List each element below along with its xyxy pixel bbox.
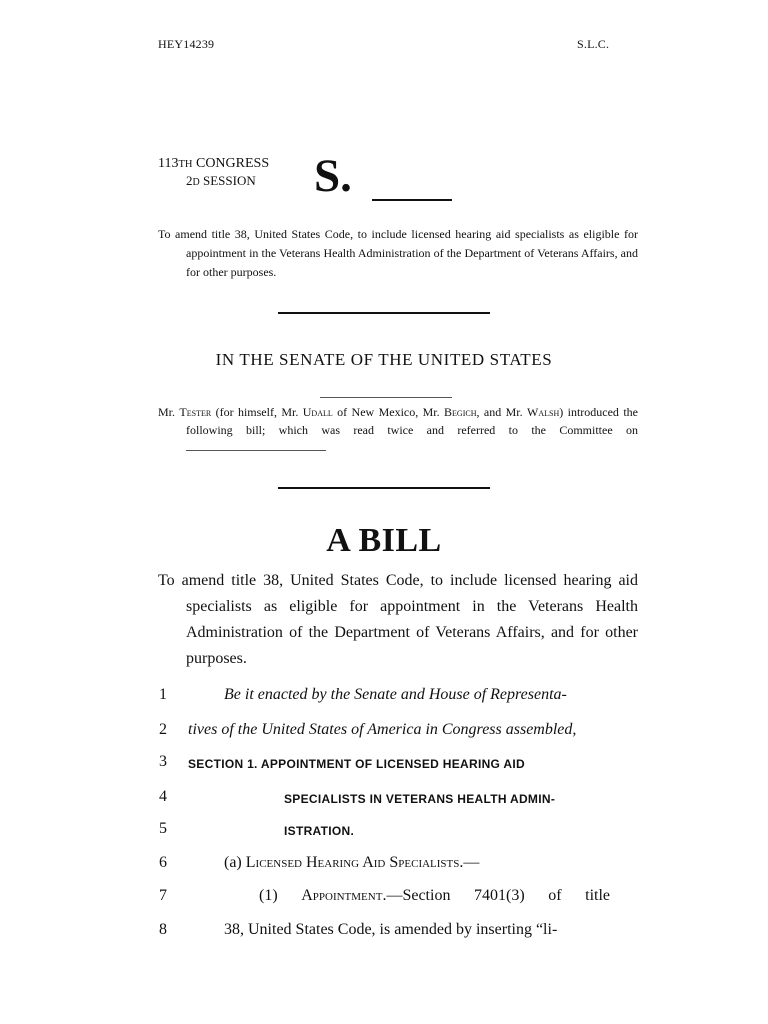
subsection-heading-text: Licensed Hearing Aid Specialists [245,854,460,871]
paragraph-label: (1) [259,887,302,904]
intro-text: ) introduced the following bill; which was read twice and referred to the Committee on [186,405,638,437]
senator-udall: Udall [302,405,333,419]
subsection-a-heading [224,854,479,872]
congress-label [158,155,269,173]
congress-number-suffix: TH [178,159,193,170]
senate-heading: IN THE SENATE OF THE UNITED STATES [215,350,553,369]
subsection-dash: .— [459,854,480,871]
senator-walsh: Walsh [527,405,560,419]
line-number: 3 [159,753,167,770]
line-number: 1 [159,686,167,703]
introduction-paragraph [158,404,638,457]
a-bill-heading: A BILL [326,522,442,559]
paragraph-1-line-2: 38, United States Code, is amended by inserting “li- [224,921,558,938]
enacting-clause-line-1: Be it enacted by the Senate and House of Representa- [224,686,567,703]
document-id: HEY14239 [158,37,215,51]
enacting-clause-line-2: tives of the United States of America in Congress assembled, [188,721,577,738]
congress-number: 113 [158,156,179,171]
paragraph-text: .—Section 7401(3) of title [382,887,610,904]
session-label [186,172,256,191]
line-number: 7 [159,887,167,904]
section-heading-line-1: SECTION 1. APPOINTMENT OF LICENSED HEARING AID [188,757,525,771]
session-number-suffix: D [192,177,200,188]
intro-text: Mr. [158,405,180,419]
short-title: To amend title 38, United States Code, to include licensed hearing aid specialists as eligible for appointment in the Veterans Health Administration of the Department of Veterans Affairs, and for other purposes. [158,227,638,279]
session-word: SESSION [199,173,256,188]
bill-letter: S. [314,150,352,202]
intro-text: , and Mr. [476,405,527,419]
intro-text: of New Mexico, Mr. [332,405,445,419]
senator-begich: Begich [444,405,477,419]
slc-label: S.L.C. [577,37,610,51]
paragraph-heading-text: Appointment [301,887,383,904]
thin-divider [320,397,452,398]
long-title: To amend title 38, United States Code, to include licensed hearing aid specialists as eligible for appointment in the Veterans Health Administration of the Department of Veterans Affairs, and for other purposes. [158,572,638,667]
line-number: 8 [159,921,167,938]
divider-rule-bottom [278,487,490,489]
congress-word: CONGRESS [192,156,270,171]
section-heading-line-3: ISTRATION. [284,824,355,838]
subsection-label: (a) [224,854,246,871]
intro-text: (for himself, Mr. [211,405,303,419]
senator-tester: Tester [179,405,212,419]
line-number: 6 [159,854,167,871]
line-number: 5 [159,820,167,837]
bill-number-blank [372,199,452,201]
line-number: 4 [159,788,167,805]
section-heading-line-2: SPECIALISTS IN VETERANS HEALTH ADMIN- [284,792,556,806]
paragraph-1-line-1 [259,887,610,905]
session-number: 2 [186,173,193,188]
committee-blank [186,440,326,451]
divider-rule-top [278,312,490,314]
line-number: 2 [159,721,167,738]
